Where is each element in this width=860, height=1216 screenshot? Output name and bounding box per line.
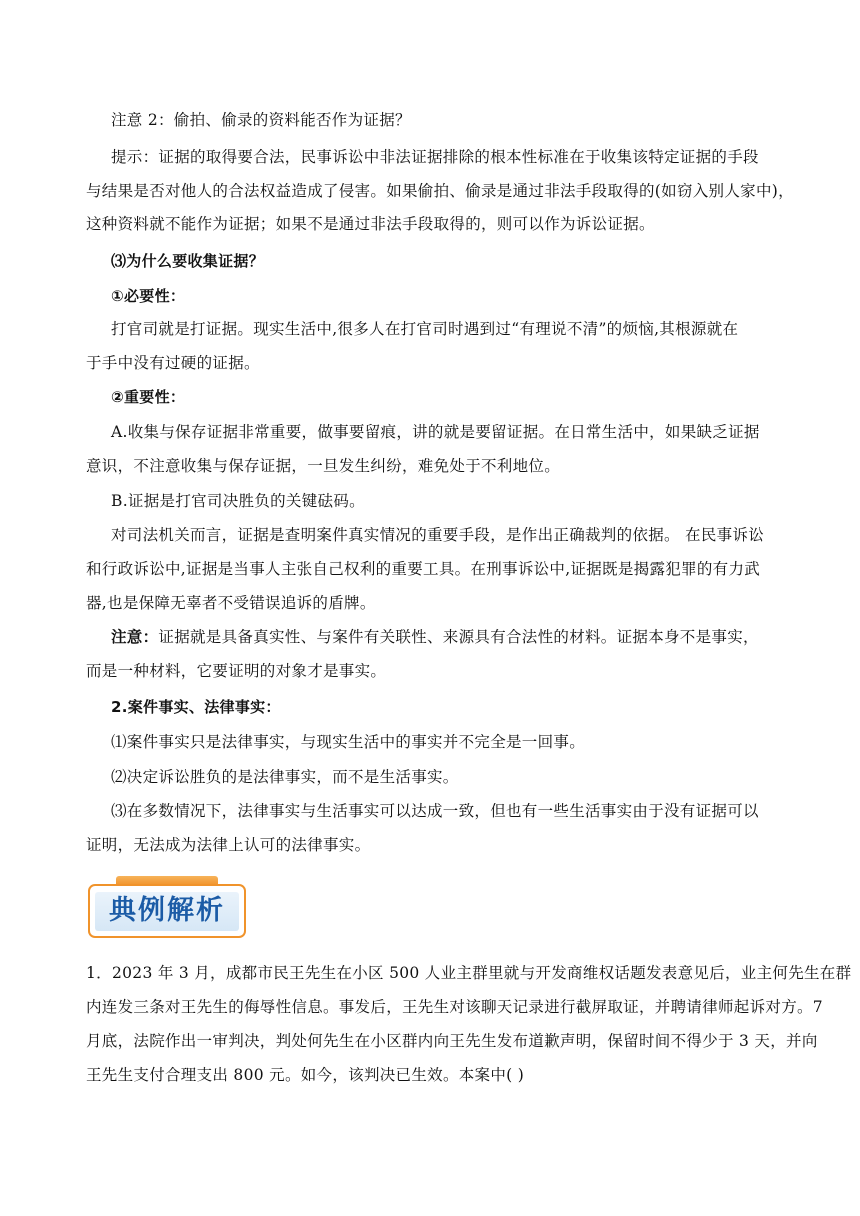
facts-heading: 2.案件事实、法律事实： [111, 698, 281, 716]
judicial-line-2: 和行政诉讼中,证据是当事人主张自己权利的重要工具。在刑事诉讼中,证据既是揭露犯罪的有力武 [86, 560, 761, 578]
judicial-line-1: 对司法机关而言，证据是查明案件真实情况的重要手段，是作出正确裁判的依据。 在民事诉讼 [111, 526, 765, 544]
evidence-note-line-1 [111, 626, 811, 648]
necessity-line-1: 打官司就是打证据。现实生活中,很多人在打官司时遇到过“有理说不清”的烦恼,其根源就在 [111, 320, 739, 338]
note2-title: 注意 2：偷拍、偷录的资料能否作为证据？ [111, 111, 411, 129]
importance-a-line-1: A.收集与保存证据非常重要，做事要留痕，讲的就是要留证据。在日常生活中，如果缺乏证据 [111, 423, 760, 441]
facts-item-3-line-2: 证明，无法成为法律上认可的法律事实。 [86, 836, 371, 854]
badge-label: 典例解析 [109, 895, 225, 926]
example-line-2: 内连发三条对王先生的侮辱性信息。事发后，王先生对该聊天记录进行截屏取证，并聘请律师起诉对方。7 [86, 998, 823, 1016]
why-heading: ⑶为什么要收集证据？ [111, 252, 265, 270]
facts-item-3-line-1: ⑶在多数情况下，法律事实与生活事实可以达成一致，但也有一些生活事实由于没有证据可以 [111, 802, 759, 820]
judicial-line-3: 器,也是保障无辜者不受错误追诉的盾牌。 [86, 594, 376, 612]
evidence-note-line-2: 而是一种材料，它要证明的对象才是事实。 [86, 662, 387, 680]
evidence-note-text: 证据就是具备真实性、与案件有关联性、来源具有合法性的材料。证据本身不是事实， [158, 628, 759, 646]
evidence-note-label: 注意： [111, 628, 159, 646]
note2-hint-line-3: 这种资料就不能作为证据；如果不是通过非法手段取得的，则可以作为诉讼证据。 [86, 215, 655, 233]
note2-hint-line-1: 提示：证据的取得要合法，民事诉讼中非法证据排除的根本性标准在于收集该特定证据的手段 [111, 148, 759, 166]
facts-item-1: ⑴案件事实只是法律事实，与现实生活中的事实并不完全是一回事。 [111, 733, 586, 751]
importance-a-line-2: 意识，不注意收集与保存证据，一旦发生纠纷，难免处于不利地位。 [86, 457, 561, 475]
note2-hint-line-2: 与结果是否对他人的合法权益造成了侵害。如果偷拍、偷录是通过非法手段取得的(如窃入别人家中)， [86, 182, 794, 200]
example-line-4: 王先生支付合理支出 800 元。如今，该判决已生效。本案中( ) [86, 1066, 525, 1084]
necessity-line-2: 于手中没有过硬的证据。 [86, 354, 260, 372]
importance-b-line: B.证据是打官司决胜负的关键砝码。 [111, 492, 365, 510]
necessity-heading: ①必要性： [111, 287, 186, 305]
importance-heading: ②重要性： [111, 388, 186, 406]
facts-item-2: ⑵决定诉讼胜负的是法律事实，而不是生活事实。 [111, 768, 459, 786]
example-line-1: 1．2023 年 3 月，成都市民王先生在小区 500 人业主群里就与开发商维权话题发表意见后，业主何先生在群 [86, 964, 852, 982]
example-analysis-badge [88, 874, 248, 940]
example-line-3: 月底，法院作出一审判决，判处何先生在小区群内向王先生发布道歉声明，保留时间不得少于 3 天，并向 [86, 1032, 818, 1050]
